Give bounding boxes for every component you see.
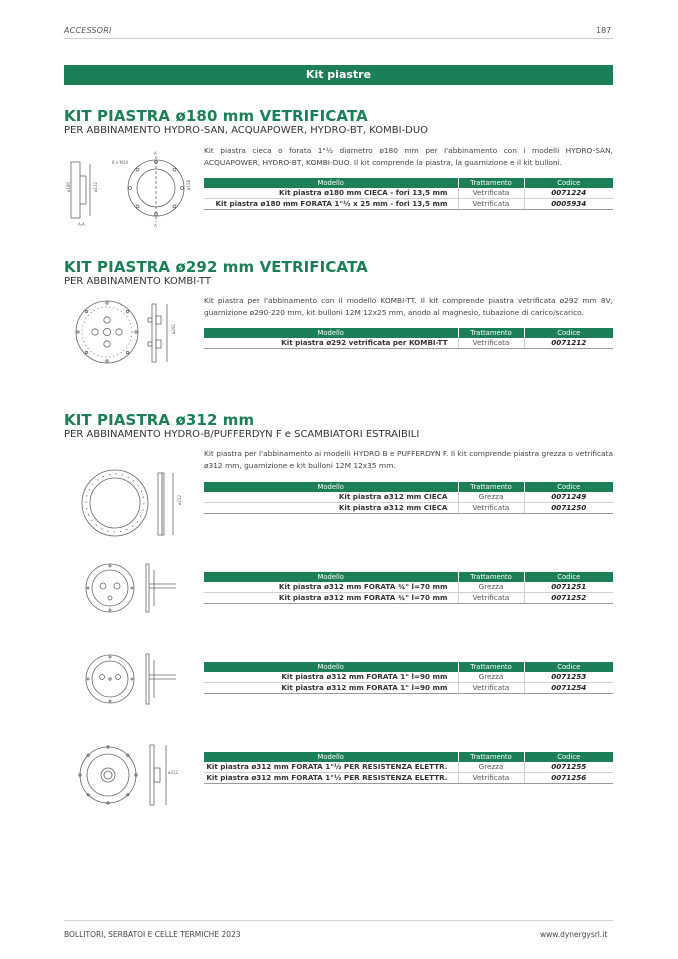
cell-code: 0005934 <box>524 199 613 210</box>
label-d180: ø180 <box>66 181 71 192</box>
product-description-292: Kit piastra per l'abbinamento con il modello KOMBI-TT. Il kit comprende piastra vetrificata ø292 mm 8V, guarnizione ø290-220 mm, kit bulloni 12M 12x25 mm, anodo al magnesio, tubazione di carico/scarico. <box>204 296 613 317</box>
cell-treatment: Vetrificata <box>458 503 524 514</box>
table-row <box>204 593 613 604</box>
col-header-treatment: Trattamento <box>458 482 524 492</box>
col-header-code: Codice <box>524 482 613 492</box>
header-divider <box>64 38 613 39</box>
cell-code: 0071255 <box>524 762 613 773</box>
footer-catalog-title: BOLLITORI, SERBATOI E CELLE TERMICHE 2023 <box>64 930 241 939</box>
label-a-bottom: A <box>154 223 157 228</box>
cell-model: Kit piastra ø312 mm FORATA ¾" l=70 mm <box>204 582 458 593</box>
col-header-code: Codice <box>524 752 613 762</box>
col-header-treatment: Trattamento <box>458 662 524 672</box>
cell-model: Kit piastra ø180 mm CIECA - fori 13,5 mm <box>204 188 458 199</box>
cell-treatment: Vetrificata <box>458 199 524 210</box>
cell-model: Kit piastra ø292 vetrificata per KOMBI-TT <box>204 338 458 349</box>
col-header-model: Modello <box>204 752 458 762</box>
spec-table-312-threequarter <box>204 572 613 604</box>
product-subtitle-180: PER ABBINAMENTO HYDRO-SAN, ACQUAPOWER, HYDRO-BT, KOMBI-DUO <box>64 125 429 136</box>
drawing-plate-312-threequarter <box>84 558 184 618</box>
col-header-model: Modello <box>204 178 458 188</box>
cell-treatment: Grezza <box>458 492 524 503</box>
cell-code: 0071253 <box>524 672 613 683</box>
table-row <box>204 492 613 503</box>
spec-table-312-heater <box>204 752 613 784</box>
col-header-treatment: Trattamento <box>458 178 524 188</box>
col-header-code: Codice <box>524 178 613 188</box>
label-d158: ø158 <box>186 179 191 190</box>
footer-divider <box>64 920 613 921</box>
col-header-model: Modello <box>204 662 458 672</box>
col-header-treatment: Trattamento <box>458 752 524 762</box>
col-header-code: Codice <box>524 328 613 338</box>
col-header-treatment: Trattamento <box>458 328 524 338</box>
cell-code: 0071254 <box>524 683 613 694</box>
cell-treatment: Vetrificata <box>458 773 524 784</box>
cell-code: 0071256 <box>524 773 613 784</box>
cell-code: 0071251 <box>524 582 613 593</box>
table-row <box>204 773 613 784</box>
drawing-plate-312-heater <box>78 738 190 812</box>
cell-model: Kit piastra ø312 mm FORATA ¾" l=70 mm <box>204 593 458 604</box>
cell-model: Kit piastra ø312 mm CIECA <box>204 492 458 503</box>
product-title-312: KIT PIASTRA ø312 mm <box>64 411 255 429</box>
cell-code: 0071250 <box>524 503 613 514</box>
col-header-code: Codice <box>524 572 613 582</box>
section-banner: Kit piastre <box>64 65 613 85</box>
running-header-section: ACCESSORI <box>64 26 112 35</box>
table-row <box>204 338 613 349</box>
table-row <box>204 503 613 514</box>
product-subtitle-312: PER ABBINAMENTO HYDRO-B/PUFFERDYN F e SCAMBIATORI ESTRAIBILI <box>64 429 420 440</box>
cell-model: Kit piastra ø312 mm FORATA 1"½ PER RESISTENZA ELETTR. <box>204 773 458 784</box>
spec-table-312-blind <box>204 482 613 514</box>
product-title-180: KIT PIASTRA ø180 mm VETRIFICATA <box>64 107 368 125</box>
cell-code: 0071224 <box>524 188 613 199</box>
footer-website-link[interactable]: www.dynergysrl.it <box>540 930 608 939</box>
cell-model: Kit piastra ø312 mm FORATA 1"½ PER RESISTENZA ELETTR. <box>204 762 458 773</box>
product-description-312: Kit piastra per l'abbinamento ai modelli HYDRO B e PUFFERDYN F. Il kit comprende piastra grezza o vetrificata ø312 mm, guarnizione e kit bulloni 12M 12x35 mm. <box>204 449 613 470</box>
cell-model: Kit piastra ø312 mm FORATA 1" l=90 mm <box>204 683 458 694</box>
page-number: 187 <box>596 26 612 35</box>
col-header-treatment: Trattamento <box>458 572 524 582</box>
cell-treatment: Grezza <box>458 762 524 773</box>
product-subtitle-292: PER ABBINAMENTO KOMBI-TT <box>64 276 211 287</box>
drawing-plate-312-one-inch <box>84 648 184 710</box>
cell-treatment: Grezza <box>458 672 524 683</box>
cell-code: 0071252 <box>524 593 613 604</box>
cell-treatment: Vetrificata <box>458 683 524 694</box>
col-header-model: Modello <box>204 482 458 492</box>
label-a-top: A <box>154 151 157 156</box>
table-row <box>204 582 613 593</box>
table-row <box>204 199 613 210</box>
table-row <box>204 672 613 683</box>
cell-treatment: Vetrificata <box>458 188 524 199</box>
cell-model: Kit piastra ø312 mm FORATA 1" l=90 mm <box>204 672 458 683</box>
spec-table-312-one-inch <box>204 662 613 694</box>
table-row <box>204 188 613 199</box>
drawing-plate-292 <box>72 294 192 374</box>
cell-model: Kit piastra ø312 mm CIECA <box>204 503 458 514</box>
label-d132: ø132 <box>93 181 98 192</box>
spec-table-180 <box>204 178 613 210</box>
table-row <box>204 762 613 773</box>
cell-model: Kit piastra ø180 mm FORATA 1"½ x 25 mm - fori 13,5 mm <box>204 199 458 210</box>
drawing-plate-312-blind <box>78 465 193 545</box>
cell-code: 0071249 <box>524 492 613 503</box>
col-header-model: Modello <box>204 328 458 338</box>
col-header-code: Codice <box>524 662 613 672</box>
label-bolts: 8 x M10 <box>112 160 128 165</box>
cell-treatment: Vetrificata <box>458 593 524 604</box>
label-d312: ø312 <box>177 494 182 505</box>
label-section: A-A <box>78 222 85 227</box>
label-d292: ø292 <box>171 323 176 334</box>
cell-code: 0071212 <box>524 338 613 349</box>
product-description-180: Kit piastra cieca o forata 1"½ diametro ø180 mm per l'abbinamento con i modelli HYDRO-SAN, ACQUAPOWER, HYDRO-BT, KOMBI-DUO. Il kit comprende la piastra, la guarnizione e il kit bulloni. <box>204 146 613 167</box>
table-row <box>204 683 613 694</box>
cell-treatment: Grezza <box>458 582 524 593</box>
product-title-292: KIT PIASTRA ø292 mm VETRIFICATA <box>64 258 368 276</box>
drawing-plate-180 <box>62 150 204 230</box>
cell-treatment: Vetrificata <box>458 338 524 349</box>
col-header-model: Modello <box>204 572 458 582</box>
label-d312-heater: ø312 <box>168 770 179 775</box>
spec-table-292 <box>204 328 613 349</box>
